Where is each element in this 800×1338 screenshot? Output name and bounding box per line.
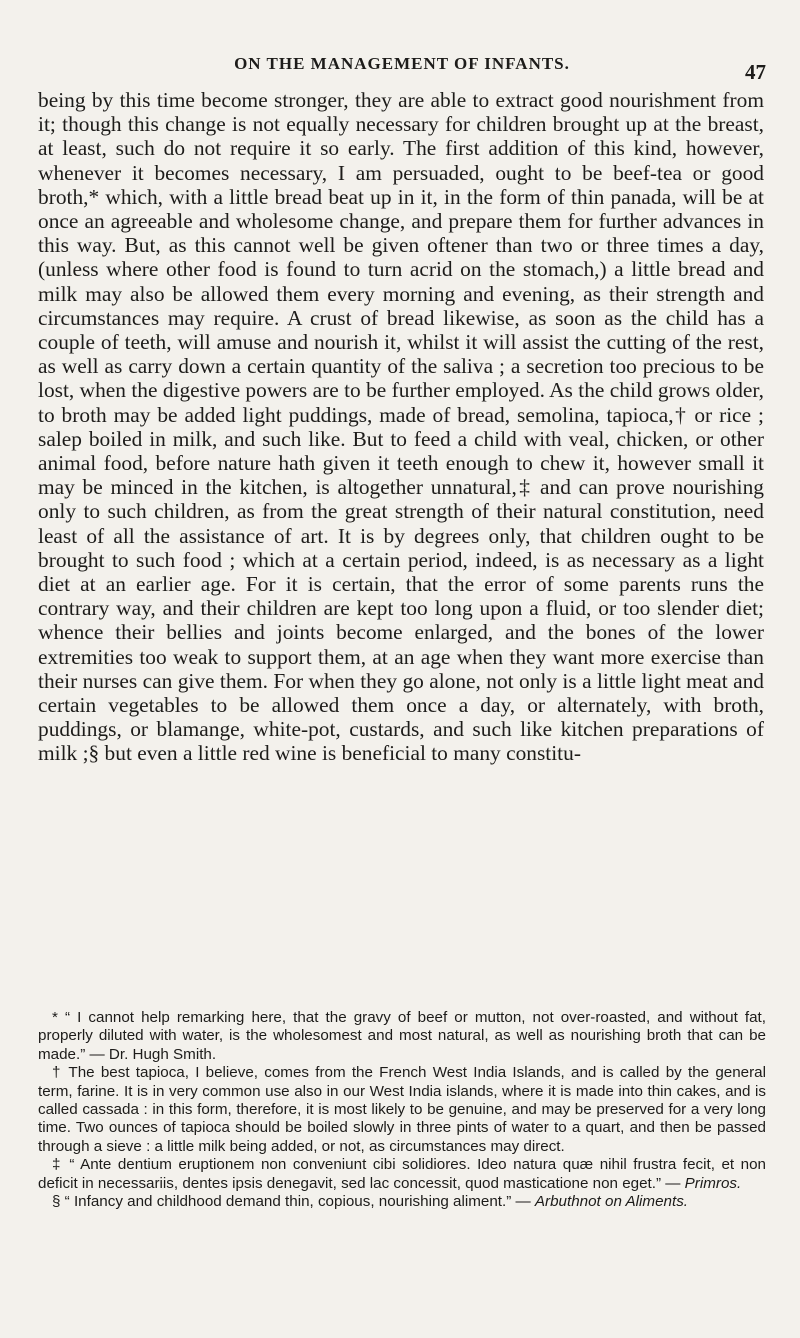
footnote-text: The best tapioca, I believe, comes from the French West India Islands, and is called by the general term, farine. It is in very common use also in our West India islands, where it is made into thin cakes, and is called cassada : in this form, therefore, it is most likely to be genuine, and may be preserved for a very long time. Two ounces of tapioca should be boiled slowly in three pints of water to a quart, and then be passed through a sieve : a little milk being added, or not, as circumstances may direct.: [38, 1064, 766, 1155]
footnote: [38, 1156, 766, 1193]
footnote: [38, 1009, 766, 1064]
footnote-source: Primros.: [684, 1174, 742, 1192]
page-number: 47: [745, 60, 766, 84]
body-paragraph: being by this time become stronger, they are able to extract good nourishment from it; though this change is not equally necessary for children brought up at the breast, at least, such do not require it so early. The first addition of this kind, however, whenever it becomes necessary, I am persuaded, ought to be beef-tea or good broth,* which, with a little bread beat up in it, in the form of thin panada, will be at once an agreeable and wholesome change, and prepare them for further advances in this way. But, as this cannot well be given oftener than two or three times a day, (unless where other food is found to turn acrid on the stomach,) a little bread and milk may also be allowed them every morning and evening, as their strength and circumstances may require. A crust of bread likewise, as soon as the child has a couple of teeth, will amuse and nourish it, whilst it will assist the cutting of the rest, as well as carry down a certain quantity of the saliva ; a secretion too precious to be lost, when the digestive powers are to be further employed. As the child grows older, to broth may be added light puddings, made of bread, semolina, tapioca,† or rice ; salep boiled in milk, and such like. But to feed a child with veal, chicken, or other animal food, before nature hath given it teeth enough to chew it, however small it may be minced in the kitchen, is altogether unnatural,‡ and can prove nourishing only to such children, as from the great strength of their natural constitution, need least of all the assistance of art. It is by degrees only, that children ought to be brought to such food ; which at a certain period, indeed, is as necessary as a light diet at an earlier age. For it is certain, that the error of some parents runs the contrary way, and their children are kept too long upon a fluid, or too slender diet; whence their bellies and joints become enlarged, and the bones of the lower extremities too weak to support them, at an age when they want more exercise than their nurses can give them. For when they go alone, not only is a little light meat and certain vegetables to be allowed them once a day, or alternately, with broth, puddings, or blamange, white-pot, custards, and such like kitchen preparations of milk ;§ but even a little red wine is beneficial to many constitu-: [38, 88, 764, 766]
footnote-text: “ Ante dentium eruptionem non conveniunt cibi solidiores. Ideo natura quæ nihil frustra fecit, et non deficit in necessariis, dentes ipsis denegavit, sed lac concessit, quod masticatione non eget.” —: [38, 1156, 767, 1192]
footnotes: [38, 1009, 766, 1211]
footnote-mark: §: [52, 1193, 61, 1211]
footnote-text: “ Infancy and childhood demand thin, copious, nourishing aliment.” —: [60, 1193, 535, 1211]
footnote: [38, 1064, 766, 1156]
footnote-mark: ‡: [52, 1156, 63, 1174]
footnote: [38, 1193, 766, 1211]
footnote-source: Arbuthnot on Aliments.: [534, 1193, 689, 1211]
body-text: [38, 88, 764, 766]
footnote-text: “ I cannot help remarking here, that the gravy of beef or mutton, not over-roasted, and without fat, properly diluted with water, is the wholesomest and most natural, as well as nourishing broth that can be made.” — Dr. Hugh Smith.: [38, 1009, 766, 1063]
page-header: [38, 54, 766, 84]
footnote-mark: *: [52, 1009, 58, 1026]
running-head: ON THE MANAGEMENT OF INFANTS.: [234, 54, 570, 73]
footnote-mark: †: [52, 1064, 63, 1082]
